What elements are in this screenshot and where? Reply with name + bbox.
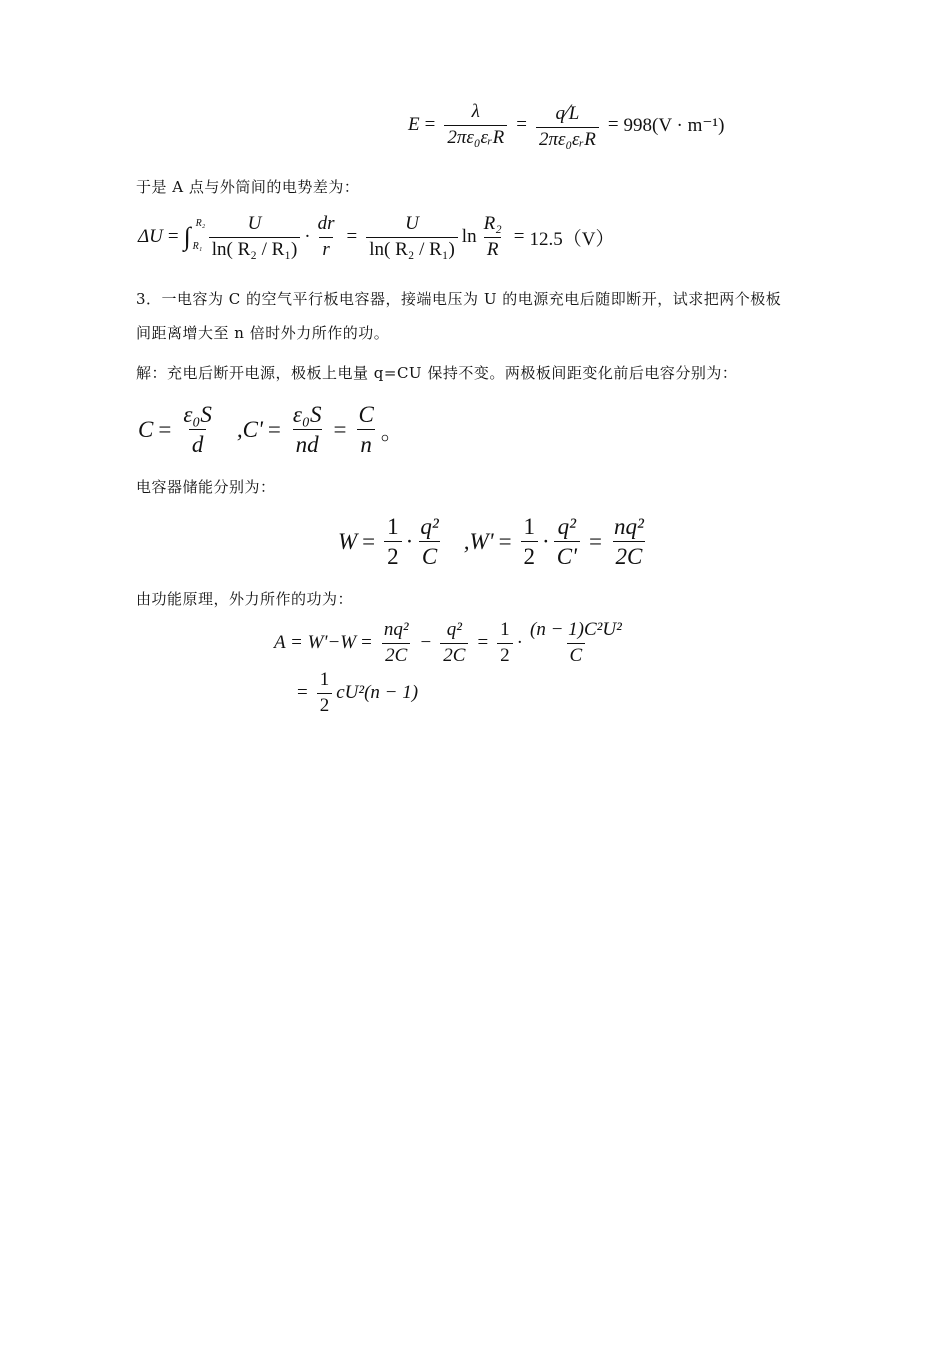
- eq1-result: 998(V · m⁻¹): [623, 114, 725, 136]
- equation-field-strength: E = $\frac{\lambda}{\text{2πε₀εᵣR}}$ = $\frac{q⁄L}{\text{2πε₀εᵣR}}$ = 998(V · m⁻¹): [408, 99, 725, 150]
- equation-work-result: = $\frac{1}{2}$ cU²(n − 1): [297, 669, 419, 716]
- equation-capacitance: C = $\frac{\text{ε₀S}}{d}$ ,C' = $\frac{\text{ε₀S}}{nd}$ = $\frac{C}{n}$ 。: [138, 402, 404, 458]
- eq1-lhs: E: [408, 114, 420, 136]
- integral-sign-icon: ∫ R₂ R₁: [183, 218, 206, 253]
- eq2-lhs: ΔU: [138, 226, 163, 248]
- equation-potential-difference: ΔU = ∫ R₂ R₁ $\frac{U}{\text{ln( R₂ / R₁)}}$ · $\frac{dr}{r}$ = $\frac{U}{\text{ln( R₂ / R₁)}}$ ln $\frac{\text{R₂}}{R}$ = 12.5（V）: [138, 213, 615, 260]
- eq1-fraction-1: $\frac{\lambda}{\text{2πε₀εᵣR}}$: [444, 102, 507, 149]
- solution-intro: 解：充电后断开电源，极板上电量 q=CU 保持不变。两极板间距变化前后电容分别为：: [136, 364, 738, 382]
- text-work-intro: 由功能原理，外力所作的功为：: [136, 590, 354, 608]
- text-energy-intro: 电容器储能分别为：: [136, 478, 276, 496]
- eq2-result: 12.5（V）: [529, 228, 615, 250]
- question-3-line-1: 3．一电容为 C 的空气平行板电容器，接端电压为 U 的电源充电后随即断开，试求把两个极板: [136, 290, 782, 308]
- equation-work: A = W'−W = $\frac{\text{nq²}}{2C}$ − $\frac{\text{q²}}{2C}$ = $\frac{1}{2}$ · $\frac{\text{(n − 1)C²U²}}{C}$: [274, 619, 622, 666]
- equation-energy: W = $\frac{1}{2}$ · $\frac{\text{q²}}{C}$ ,W' = $\frac{1}{2}$ · $\frac{\text{q²}}{C'}$ = $\frac{\text{nq²}}{2C}$: [338, 514, 644, 570]
- text-potential-intro: 于是 A 点与外筒间的电势差为：: [136, 178, 360, 196]
- eq1-fraction-2: $\frac{q⁄L}{\text{2πε₀εᵣR}}$: [536, 100, 599, 151]
- question-3-line-2: 间距离增大至 n 倍时外力所作的功。: [136, 324, 390, 342]
